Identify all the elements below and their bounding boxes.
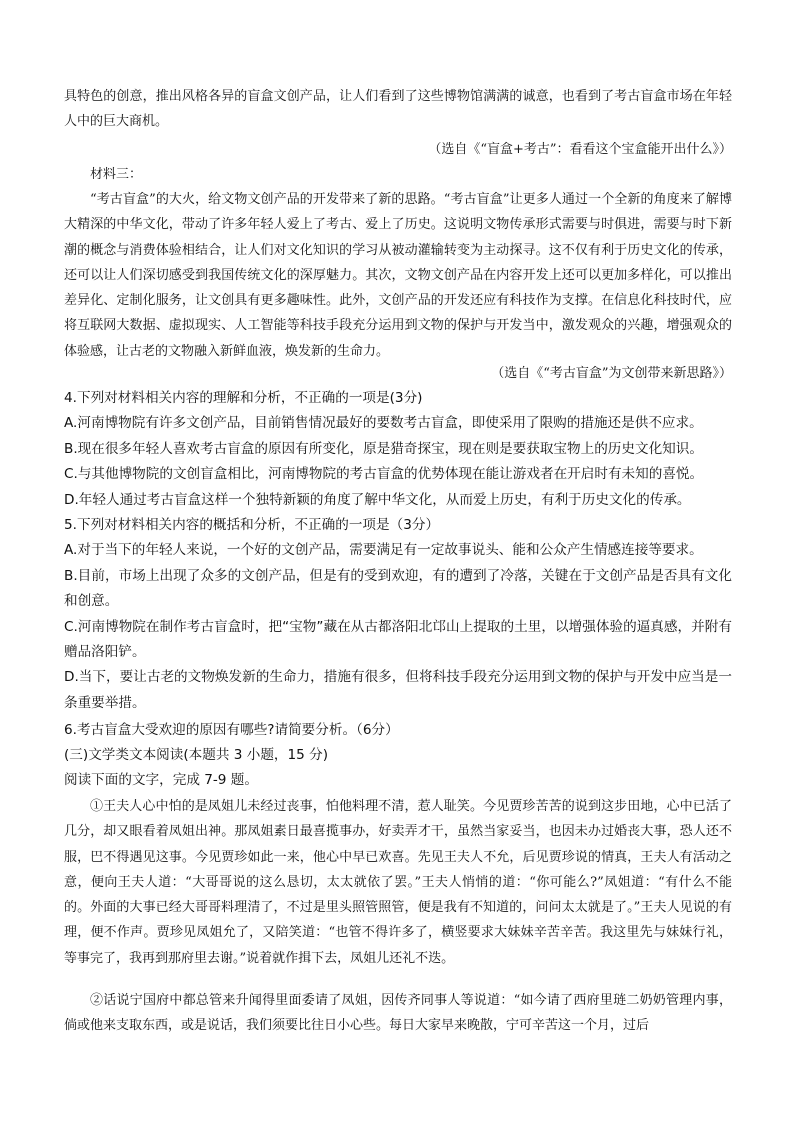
- section-heading: (三)文学类文本阅读(本题共 3 小题，15 分): [64, 747, 329, 763]
- source-material3: （选自《“考古盲盒”为文创带来新思路》）: [491, 366, 732, 381]
- question-stem: 4.下列对材料相关内容的理解和分析，不正确的一项是(3分): [64, 390, 423, 406]
- story-paragraph-2: ②话说宁国府中都总管来升闻得里面委请了凤姐，因传齐同事人等说道：“如今请了西府里琏二奶奶管理内事，倘或他来支取东西，或是说话，我们须要比往日小心些。每日大家早来晚散，宁可辛苦这一个月，过后: [64, 993, 732, 1034]
- option-c: C.与其他博物院的文创盲盒相比，河南博物院的考古盲盒的优势体现在能让游戏者在开启时有未知的喜悦。: [64, 466, 704, 483]
- option-d: D.当下，要让古老的文物焕发新的生命力，措施有很多，但将科技手段充分运用到文物的保护与开发中应当是一条重要举措。: [64, 669, 732, 711]
- question-5: [64, 513, 732, 716]
- option-b: B.现在很多年轻人喜欢考古盲盒的原因有所变化，原是猎奇探宝，现在则是要获取宝物上的历史文化知识。: [64, 440, 703, 457]
- material3-label: 材料三：: [90, 167, 143, 182]
- question-stem: 5.下列对材料相关内容的概括和分析，不正确的一项是（3分）: [64, 517, 440, 533]
- option-a: A.对于当下的年轻人来说，一个好的文创产品，需要满足有一定故事说头、能和公众产生情感连接等要求。: [64, 542, 703, 559]
- material3-paragraph: “考古盲盒”的大火，给文物文创产品的开发带来了新的思路。“考古盲盒”让更多人通过一个全新的角度来了解博大精深的中华文化，带动了许多年轻人爱上了考古、爱上了历史。这说明文物传承形式需要与时俱进，需要与时下新潮的概念与消费体验相结合，让人们对文化知识的学习从被动灌输转变为主动探寻。这不仅有利于历史文化的传承，还可以让人们深切感受到我国传统文化的深厚魅力。其次，文物文创产品在内容开发上还可以更加多样化，可以推出差异化、定制化服务，让文创具有更多趣味性。此外，文创产品的开发还应有科技作为支撑。在信息化科技时代，应将互联网大数据、虚拟现实、人工智能等科技手段充分运用到文物的保护与开发当中，激发观众的兴趣，增强观众的体验感，让古老的文物融入新鲜血液，焕发新的生命力。: [64, 192, 732, 359]
- material2-tail: 具特色的创意，推出风格各异的盲盒文创产品，让人们看到了这些博物馆满满的诚意，也看到了考古盲盒市场在年轻人中的巨大商机。: [64, 89, 732, 130]
- option-b: B.目前，市场上出现了众多的文创产品，但是有的受到欢迎，有的遭到了冷落，关键在于文创产品是否具有文化和创意。: [64, 567, 732, 610]
- option-d: D.年轻人通过考古盲盒这样一个独特新颖的角度了解中华文化，从而爱上历史，有利于历史文化的传承。: [64, 491, 691, 508]
- question-4: [64, 386, 732, 513]
- section-instruction: 阅读下面的文字，完成 7-9 题。: [64, 772, 258, 788]
- source-material2: （选自《“盲盒+考古”：看看这个宝盒能开出什么》）: [428, 142, 732, 157]
- option-a: A.河南博物院有许多文创产品，目前销售情况最好的要数考古盲盒，即使采用了限购的措施还是供不应求。: [64, 415, 703, 432]
- question-6: 6.考古盲盒大受欢迎的原因有哪些?请简要分析。（6分）: [64, 722, 399, 738]
- story-paragraph-1: ①王夫人心中怕的是凤姐儿未经过丧事，怕他料理不清，惹人耻笑。今见贾珍苦苦的说到这步田地，心中已活了几分，却又眼看着凤姐出神。那凤姐素日最喜揽事办，好卖弄才干，虽然当家妥当，也因未办过婚丧大事，恐人还不服，巴不得遇见这事。今见贾珍如此一来，他心中早已欢喜。先见王夫人不允，后见贾珍说的情真，王夫人有活动之意，便向王夫人道：“大哥哥说的这么恳切，太太就依了罢。”王夫人悄悄的道：“你可能么?”凤姐道：“有什么不能的。外面的大事已经大哥哥料理清了，不过是里头照管照管，便是我有不知道的，问问太太就是了。”王夫人见说的有理，便不作声。贾珍见凤姐允了，又陪笑道：“也管不得许多了，横竖要求大妹妹辛苦辛苦。我这里先与妹妹行礼，等事完了，我再到那府里去谢。”说着就作揖下去，凤姐儿还礼不迭。: [64, 799, 732, 966]
- option-c: C.河南博物院在制作考古盲盒时，把“宝物”藏在从古都洛阳北邙山上提取的土里，以增强体验的逼真感，并附有赠品洛阳铲。: [64, 618, 732, 661]
